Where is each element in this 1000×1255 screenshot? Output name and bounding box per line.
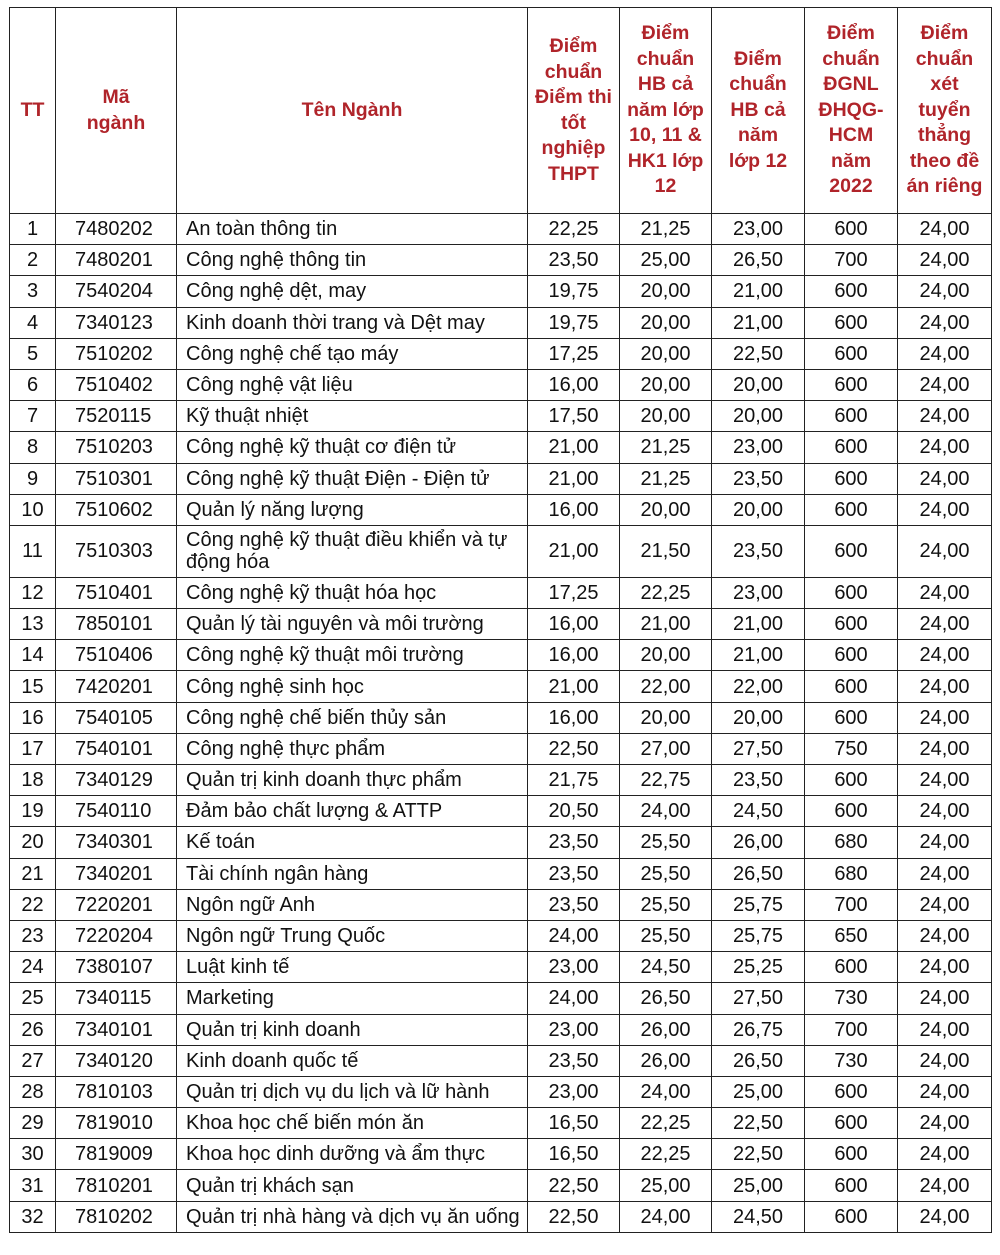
hb-12-cell: 23,00: [712, 432, 805, 463]
hb-10-11-cell: 25,50: [620, 920, 712, 951]
hb-10-11-cell: 26,00: [620, 1014, 712, 1045]
hb-10-11-cell: 25,00: [620, 1170, 712, 1201]
xet-tuyen-cell: 24,00: [898, 494, 992, 525]
dgnl-cell: 600: [805, 796, 898, 827]
name-cell: Công nghệ chế biến thủy sản: [177, 702, 528, 733]
code-cell: 7819009: [56, 1139, 177, 1170]
xet-tuyen-cell: 24,00: [898, 525, 992, 577]
hb-12-cell: 22,50: [712, 1139, 805, 1170]
hb-12-cell: 25,00: [712, 1170, 805, 1201]
hb-12-cell: 22,50: [712, 1108, 805, 1139]
xet-tuyen-cell: 24,00: [898, 245, 992, 276]
tt-cell: 30: [10, 1139, 56, 1170]
name-cell: Kỹ thuật nhiệt: [177, 401, 528, 432]
name-cell: Công nghệ dệt, may: [177, 276, 528, 307]
hb-12-cell: 25,75: [712, 889, 805, 920]
hb-12-cell: 22,00: [712, 671, 805, 702]
xet-tuyen-cell: 24,00: [898, 827, 992, 858]
code-cell: 7520115: [56, 401, 177, 432]
hb-10-11-cell: 26,00: [620, 1045, 712, 1076]
name-cell: Ngôn ngữ Anh: [177, 889, 528, 920]
table-row: [10, 796, 992, 827]
xet-tuyen-cell: 24,00: [898, 671, 992, 702]
hb-12-cell: 23,00: [712, 214, 805, 245]
code-cell: 7810202: [56, 1201, 177, 1232]
dgnl-cell: 750: [805, 733, 898, 764]
tt-cell: 3: [10, 276, 56, 307]
code-cell: 7540204: [56, 276, 177, 307]
dgnl-cell: 700: [805, 245, 898, 276]
tt-cell: 25: [10, 983, 56, 1014]
tt-cell: 13: [10, 609, 56, 640]
xet-tuyen-cell: 24,00: [898, 983, 992, 1014]
dgnl-cell: 700: [805, 1014, 898, 1045]
thpt-cell: 22,50: [528, 1170, 620, 1201]
hb-10-11-cell: 24,50: [620, 952, 712, 983]
name-cell: Công nghệ thông tin: [177, 245, 528, 276]
name-cell: Khoa học dinh dưỡng và ẩm thực: [177, 1139, 528, 1170]
hb-10-11-cell: 20,00: [620, 369, 712, 400]
hb-12-cell: 24,50: [712, 796, 805, 827]
name-cell: Quản lý năng lượng: [177, 494, 528, 525]
code-cell: 7220201: [56, 889, 177, 920]
code-cell: 7510602: [56, 494, 177, 525]
xet-tuyen-cell: 24,00: [898, 369, 992, 400]
thpt-cell: 16,00: [528, 494, 620, 525]
xet-tuyen-cell: 24,00: [898, 276, 992, 307]
hb-10-11-cell: 22,75: [620, 765, 712, 796]
dgnl-cell: 600: [805, 671, 898, 702]
table-row: [10, 276, 992, 307]
code-cell: 7420201: [56, 671, 177, 702]
thpt-cell: 23,50: [528, 827, 620, 858]
hb-12-cell: 23,00: [712, 577, 805, 608]
name-cell: Công nghệ kỹ thuật môi trường: [177, 640, 528, 671]
name-cell: Quản trị nhà hàng và dịch vụ ăn uống: [177, 1201, 528, 1232]
name-cell: Quản trị dịch vụ du lịch và lữ hành: [177, 1076, 528, 1107]
dgnl-cell: 600: [805, 214, 898, 245]
dgnl-cell: 650: [805, 920, 898, 951]
table-body: [10, 214, 992, 1233]
code-cell: 7340115: [56, 983, 177, 1014]
dgnl-cell: 680: [805, 827, 898, 858]
table-row: [10, 369, 992, 400]
tt-cell: 15: [10, 671, 56, 702]
dgnl-cell: 600: [805, 702, 898, 733]
thpt-cell: 22,50: [528, 733, 620, 764]
tt-cell: 29: [10, 1108, 56, 1139]
thpt-cell: 24,00: [528, 983, 620, 1014]
hb-10-11-cell: 27,00: [620, 733, 712, 764]
xet-tuyen-cell: 24,00: [898, 463, 992, 494]
header-xet-tuyen: Điểm chuẩn xét tuyển thẳng theo đề án riêng: [898, 8, 992, 214]
xet-tuyen-cell: 24,00: [898, 307, 992, 338]
header-name: Tên Ngành: [177, 8, 528, 214]
name-cell: Khoa học chế biến món ăn: [177, 1108, 528, 1139]
code-cell: 7810103: [56, 1076, 177, 1107]
xet-tuyen-cell: 24,00: [898, 609, 992, 640]
name-cell: Công nghệ vật liệu: [177, 369, 528, 400]
hb-10-11-cell: 21,25: [620, 463, 712, 494]
hb-12-cell: 25,00: [712, 1076, 805, 1107]
dgnl-cell: 600: [805, 952, 898, 983]
hb-10-11-cell: 20,00: [620, 494, 712, 525]
name-cell: Công nghệ chế tạo máy: [177, 338, 528, 369]
thpt-cell: 21,00: [528, 671, 620, 702]
name-cell: Ngôn ngữ Trung Quốc: [177, 920, 528, 951]
dgnl-cell: 600: [805, 369, 898, 400]
hb-10-11-cell: 22,25: [620, 1139, 712, 1170]
name-cell: Luật kinh tế: [177, 952, 528, 983]
name-cell: Quản trị khách sạn: [177, 1170, 528, 1201]
table-row: [10, 702, 992, 733]
hb-10-11-cell: 20,00: [620, 338, 712, 369]
thpt-cell: 16,00: [528, 609, 620, 640]
hb-12-cell: 24,50: [712, 1201, 805, 1232]
hb-12-cell: 20,00: [712, 369, 805, 400]
code-cell: 7510303: [56, 525, 177, 577]
tt-cell: 8: [10, 432, 56, 463]
thpt-cell: 17,50: [528, 401, 620, 432]
thpt-cell: 19,75: [528, 307, 620, 338]
hb-12-cell: 26,50: [712, 858, 805, 889]
header-hb-10-11: Điểm chuẩn HB cả năm lớp 10, 11 & HK1 lớp 12: [620, 8, 712, 214]
thpt-cell: 23,50: [528, 245, 620, 276]
thpt-cell: 16,00: [528, 369, 620, 400]
dgnl-cell: 600: [805, 577, 898, 608]
hb-10-11-cell: 25,50: [620, 889, 712, 920]
tt-cell: 12: [10, 577, 56, 608]
hb-12-cell: 20,00: [712, 494, 805, 525]
code-cell: 7510202: [56, 338, 177, 369]
hb-10-11-cell: 24,00: [620, 1201, 712, 1232]
hb-10-11-cell: 20,00: [620, 640, 712, 671]
table-row: [10, 307, 992, 338]
tt-cell: 31: [10, 1170, 56, 1201]
dgnl-cell: 600: [805, 1201, 898, 1232]
name-cell: An toàn thông tin: [177, 214, 528, 245]
tt-cell: 18: [10, 765, 56, 796]
name-cell: Quản trị kinh doanh thực phẩm: [177, 765, 528, 796]
code-cell: 7810201: [56, 1170, 177, 1201]
tt-cell: 2: [10, 245, 56, 276]
table-row: [10, 827, 992, 858]
hb-12-cell: 26,50: [712, 1045, 805, 1076]
tt-cell: 6: [10, 369, 56, 400]
thpt-cell: 20,50: [528, 796, 620, 827]
xet-tuyen-cell: 24,00: [898, 432, 992, 463]
code-cell: 7340120: [56, 1045, 177, 1076]
xet-tuyen-cell: 24,00: [898, 1170, 992, 1201]
hb-12-cell: 26,75: [712, 1014, 805, 1045]
hb-10-11-cell: 20,00: [620, 276, 712, 307]
xet-tuyen-cell: 24,00: [898, 401, 992, 432]
table-row: [10, 920, 992, 951]
hb-12-cell: 26,50: [712, 245, 805, 276]
code-cell: 7510301: [56, 463, 177, 494]
name-cell: Công nghệ kỹ thuật hóa học: [177, 577, 528, 608]
thpt-cell: 21,00: [528, 463, 620, 494]
table-row: [10, 1014, 992, 1045]
hb-12-cell: 27,50: [712, 733, 805, 764]
table-row: [10, 401, 992, 432]
name-cell: Marketing: [177, 983, 528, 1014]
xet-tuyen-cell: 24,00: [898, 1014, 992, 1045]
hb-12-cell: 26,00: [712, 827, 805, 858]
tt-cell: 19: [10, 796, 56, 827]
name-cell: Tài chính ngân hàng: [177, 858, 528, 889]
table-row: [10, 1076, 992, 1107]
hb-12-cell: 21,00: [712, 640, 805, 671]
thpt-cell: 24,00: [528, 920, 620, 951]
thpt-cell: 16,50: [528, 1108, 620, 1139]
xet-tuyen-cell: 24,00: [898, 1201, 992, 1232]
code-cell: 7340101: [56, 1014, 177, 1045]
table-row: [10, 214, 992, 245]
code-cell: 7220204: [56, 920, 177, 951]
hb-10-11-cell: 25,50: [620, 827, 712, 858]
dgnl-cell: 600: [805, 1170, 898, 1201]
xet-tuyen-cell: 24,00: [898, 796, 992, 827]
tt-cell: 32: [10, 1201, 56, 1232]
thpt-cell: 21,00: [528, 525, 620, 577]
table-row: [10, 1201, 992, 1232]
dgnl-cell: 600: [805, 401, 898, 432]
hb-10-11-cell: 22,25: [620, 577, 712, 608]
table-row: [10, 609, 992, 640]
code-cell: 7540105: [56, 702, 177, 733]
xet-tuyen-cell: 24,00: [898, 765, 992, 796]
table-row: [10, 463, 992, 494]
code-cell: 7510406: [56, 640, 177, 671]
dgnl-cell: 600: [805, 1108, 898, 1139]
thpt-cell: 22,50: [528, 1201, 620, 1232]
thpt-cell: 23,50: [528, 858, 620, 889]
table-row: [10, 338, 992, 369]
xet-tuyen-cell: 24,00: [898, 702, 992, 733]
name-cell: Kế toán: [177, 827, 528, 858]
dgnl-cell: 600: [805, 525, 898, 577]
dgnl-cell: 600: [805, 338, 898, 369]
hb-10-11-cell: 25,50: [620, 858, 712, 889]
thpt-cell: 17,25: [528, 338, 620, 369]
header-dgnl: Điểm chuẩn ĐGNL ĐHQG-HCM năm 2022: [805, 8, 898, 214]
thpt-cell: 23,00: [528, 1076, 620, 1107]
tt-cell: 24: [10, 952, 56, 983]
tt-cell: 16: [10, 702, 56, 733]
thpt-cell: 23,50: [528, 1045, 620, 1076]
xet-tuyen-cell: 24,00: [898, 1045, 992, 1076]
hb-12-cell: 25,75: [712, 920, 805, 951]
table-row: [10, 525, 992, 577]
name-cell: Đảm bảo chất lượng & ATTP: [177, 796, 528, 827]
dgnl-cell: 600: [805, 765, 898, 796]
hb-10-11-cell: 24,00: [620, 1076, 712, 1107]
tt-cell: 4: [10, 307, 56, 338]
name-cell: Công nghệ kỹ thuật điều khiển và tự động hóa: [177, 525, 528, 577]
xet-tuyen-cell: 24,00: [898, 952, 992, 983]
hb-10-11-cell: 22,00: [620, 671, 712, 702]
dgnl-cell: 600: [805, 307, 898, 338]
hb-12-cell: 27,50: [712, 983, 805, 1014]
dgnl-cell: 600: [805, 463, 898, 494]
table-row: [10, 1139, 992, 1170]
code-cell: 7510402: [56, 369, 177, 400]
table-row: [10, 1045, 992, 1076]
admission-score-table: [9, 7, 992, 1233]
tt-cell: 10: [10, 494, 56, 525]
thpt-cell: 17,25: [528, 577, 620, 608]
thpt-cell: 22,25: [528, 214, 620, 245]
dgnl-cell: 700: [805, 889, 898, 920]
hb-12-cell: 22,50: [712, 338, 805, 369]
thpt-cell: 16,00: [528, 640, 620, 671]
dgnl-cell: 600: [805, 276, 898, 307]
xet-tuyen-cell: 24,00: [898, 214, 992, 245]
hb-10-11-cell: 21,25: [620, 214, 712, 245]
code-cell: 7340201: [56, 858, 177, 889]
dgnl-cell: 600: [805, 609, 898, 640]
table-row: [10, 577, 992, 608]
header-code: Mã ngành: [56, 8, 177, 214]
header-hb-12: Điểm chuẩn HB cả năm lớp 12: [712, 8, 805, 214]
dgnl-cell: 730: [805, 1045, 898, 1076]
code-cell: 7850101: [56, 609, 177, 640]
code-cell: 7340301: [56, 827, 177, 858]
name-cell: Quản trị kinh doanh: [177, 1014, 528, 1045]
dgnl-cell: 600: [805, 432, 898, 463]
hb-10-11-cell: 22,25: [620, 1108, 712, 1139]
tt-cell: 20: [10, 827, 56, 858]
tt-cell: 26: [10, 1014, 56, 1045]
xet-tuyen-cell: 24,00: [898, 1139, 992, 1170]
hb-12-cell: 23,50: [712, 525, 805, 577]
code-cell: 7480202: [56, 214, 177, 245]
xet-tuyen-cell: 24,00: [898, 1076, 992, 1107]
name-cell: Công nghệ kỹ thuật cơ điện tử: [177, 432, 528, 463]
hb-10-11-cell: 24,00: [620, 796, 712, 827]
thpt-cell: 23,00: [528, 1014, 620, 1045]
code-cell: 7819010: [56, 1108, 177, 1139]
tt-cell: 28: [10, 1076, 56, 1107]
hb-10-11-cell: 21,00: [620, 609, 712, 640]
tt-cell: 21: [10, 858, 56, 889]
tt-cell: 14: [10, 640, 56, 671]
dgnl-cell: 600: [805, 1139, 898, 1170]
hb-12-cell: 23,50: [712, 463, 805, 494]
hb-10-11-cell: 20,00: [620, 702, 712, 733]
xet-tuyen-cell: 24,00: [898, 577, 992, 608]
code-cell: 7510401: [56, 577, 177, 608]
name-cell: Kinh doanh quốc tế: [177, 1045, 528, 1076]
table-row: [10, 858, 992, 889]
xet-tuyen-cell: 24,00: [898, 858, 992, 889]
table-row: [10, 494, 992, 525]
name-cell: Quản lý tài nguyên và môi trường: [177, 609, 528, 640]
hb-10-11-cell: 21,25: [620, 432, 712, 463]
table-row: [10, 432, 992, 463]
header-thpt: Điểm chuẩn Điểm thi tốt nghiệp THPT: [528, 8, 620, 214]
hb-10-11-cell: 26,50: [620, 983, 712, 1014]
hb-12-cell: 20,00: [712, 401, 805, 432]
name-cell: Công nghệ kỹ thuật Điện - Điện tử: [177, 463, 528, 494]
dgnl-cell: 730: [805, 983, 898, 1014]
hb-10-11-cell: 21,50: [620, 525, 712, 577]
code-cell: 7340129: [56, 765, 177, 796]
xet-tuyen-cell: 24,00: [898, 338, 992, 369]
header-row: [10, 8, 992, 214]
xet-tuyen-cell: 24,00: [898, 640, 992, 671]
xet-tuyen-cell: 24,00: [898, 733, 992, 764]
thpt-cell: 23,50: [528, 889, 620, 920]
xet-tuyen-cell: 24,00: [898, 920, 992, 951]
tt-cell: 5: [10, 338, 56, 369]
hb-12-cell: 21,00: [712, 307, 805, 338]
dgnl-cell: 600: [805, 1076, 898, 1107]
table-row: [10, 952, 992, 983]
tt-cell: 23: [10, 920, 56, 951]
name-cell: Kinh doanh thời trang và Dệt may: [177, 307, 528, 338]
hb-12-cell: 23,50: [712, 765, 805, 796]
hb-10-11-cell: 20,00: [620, 307, 712, 338]
dgnl-cell: 600: [805, 640, 898, 671]
code-cell: 7540101: [56, 733, 177, 764]
tt-cell: 1: [10, 214, 56, 245]
table-row: [10, 671, 992, 702]
xet-tuyen-cell: 24,00: [898, 889, 992, 920]
tt-cell: 9: [10, 463, 56, 494]
tt-cell: 11: [10, 525, 56, 577]
table-row: [10, 1170, 992, 1201]
code-cell: 7340123: [56, 307, 177, 338]
table-row: [10, 765, 992, 796]
hb-12-cell: 20,00: [712, 702, 805, 733]
hb-10-11-cell: 20,00: [620, 401, 712, 432]
table-row: [10, 640, 992, 671]
name-cell: Công nghệ sinh học: [177, 671, 528, 702]
code-cell: 7480201: [56, 245, 177, 276]
table-row: [10, 1108, 992, 1139]
table-row: [10, 983, 992, 1014]
thpt-cell: 21,00: [528, 432, 620, 463]
table-row: [10, 889, 992, 920]
thpt-cell: 16,50: [528, 1139, 620, 1170]
code-cell: 7380107: [56, 952, 177, 983]
thpt-cell: 16,00: [528, 702, 620, 733]
thpt-cell: 19,75: [528, 276, 620, 307]
tt-cell: 7: [10, 401, 56, 432]
code-cell: 7540110: [56, 796, 177, 827]
code-cell: 7510203: [56, 432, 177, 463]
tt-cell: 17: [10, 733, 56, 764]
table-row: [10, 245, 992, 276]
xet-tuyen-cell: 24,00: [898, 1108, 992, 1139]
hb-12-cell: 21,00: [712, 609, 805, 640]
thpt-cell: 23,00: [528, 952, 620, 983]
dgnl-cell: 680: [805, 858, 898, 889]
name-cell: Công nghệ thực phẩm: [177, 733, 528, 764]
hb-10-11-cell: 25,00: [620, 245, 712, 276]
tt-cell: 27: [10, 1045, 56, 1076]
tt-cell: 22: [10, 889, 56, 920]
dgnl-cell: 600: [805, 494, 898, 525]
header-tt: TT: [10, 8, 56, 214]
table-row: [10, 733, 992, 764]
hb-12-cell: 21,00: [712, 276, 805, 307]
hb-12-cell: 25,25: [712, 952, 805, 983]
thpt-cell: 21,75: [528, 765, 620, 796]
